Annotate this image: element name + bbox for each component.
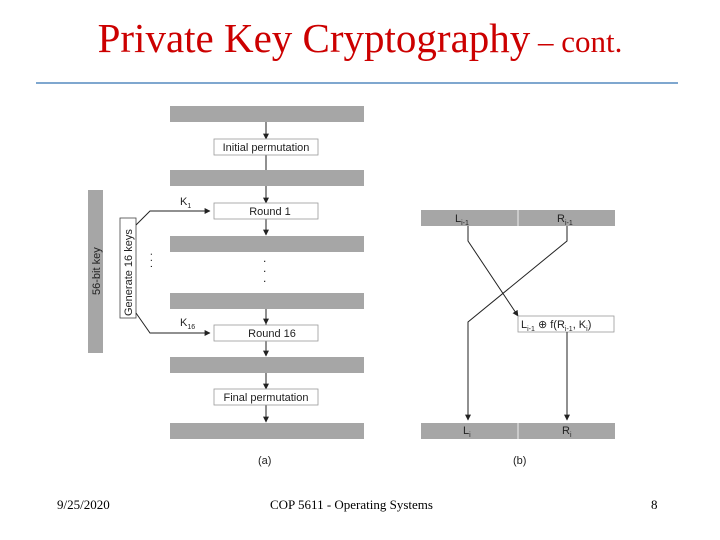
key-1-label: K1 (180, 196, 192, 210)
data-bar (170, 106, 364, 122)
rounds-ellipsis: . (263, 261, 267, 275)
rounds-ellipsis: . (263, 271, 267, 285)
l-to-function-arrow (468, 226, 518, 316)
data-bar (170, 423, 364, 439)
key-16-arrow (136, 313, 210, 333)
caption-b: (b) (513, 455, 527, 467)
slide-title-suffix: – cont. (530, 24, 623, 59)
initial-permutation-label: Initial permutation (222, 142, 310, 154)
footer-course: COP 5611 - Operating Systems (270, 497, 433, 512)
data-bar (170, 357, 364, 373)
diagram-b (421, 210, 615, 467)
data-bar (170, 236, 364, 252)
data-bar (170, 170, 364, 186)
function-label: Li-1 ⊕ f(Ri-1, Ki) (521, 319, 592, 333)
footer-date: 9/25/2020 (57, 497, 110, 512)
footer-page-number: 8 (651, 497, 658, 512)
key-16-label: K16 (180, 317, 196, 331)
round-1-label: Round 1 (249, 206, 291, 218)
key-1-arrow (136, 211, 210, 225)
l-input-label: Li-1 (455, 213, 469, 227)
l-output-label: Li (463, 425, 471, 439)
round-16-label: Round 16 (248, 328, 296, 340)
generate-dots: . . . (143, 252, 155, 268)
slide-title-main: Private Key Cryptography (97, 15, 531, 61)
diagram-a (88, 106, 364, 467)
key-label: 56-bit key (91, 247, 103, 295)
data-bar (170, 293, 364, 309)
r-input-label: Ri-1 (557, 213, 573, 227)
rounds-ellipsis: . (263, 251, 267, 265)
generate-keys-label: Generate 16 keys (123, 229, 135, 316)
caption-a: (a) (258, 455, 272, 467)
r-output-label: Ri (562, 425, 572, 439)
final-permutation-label: Final permutation (223, 392, 309, 404)
